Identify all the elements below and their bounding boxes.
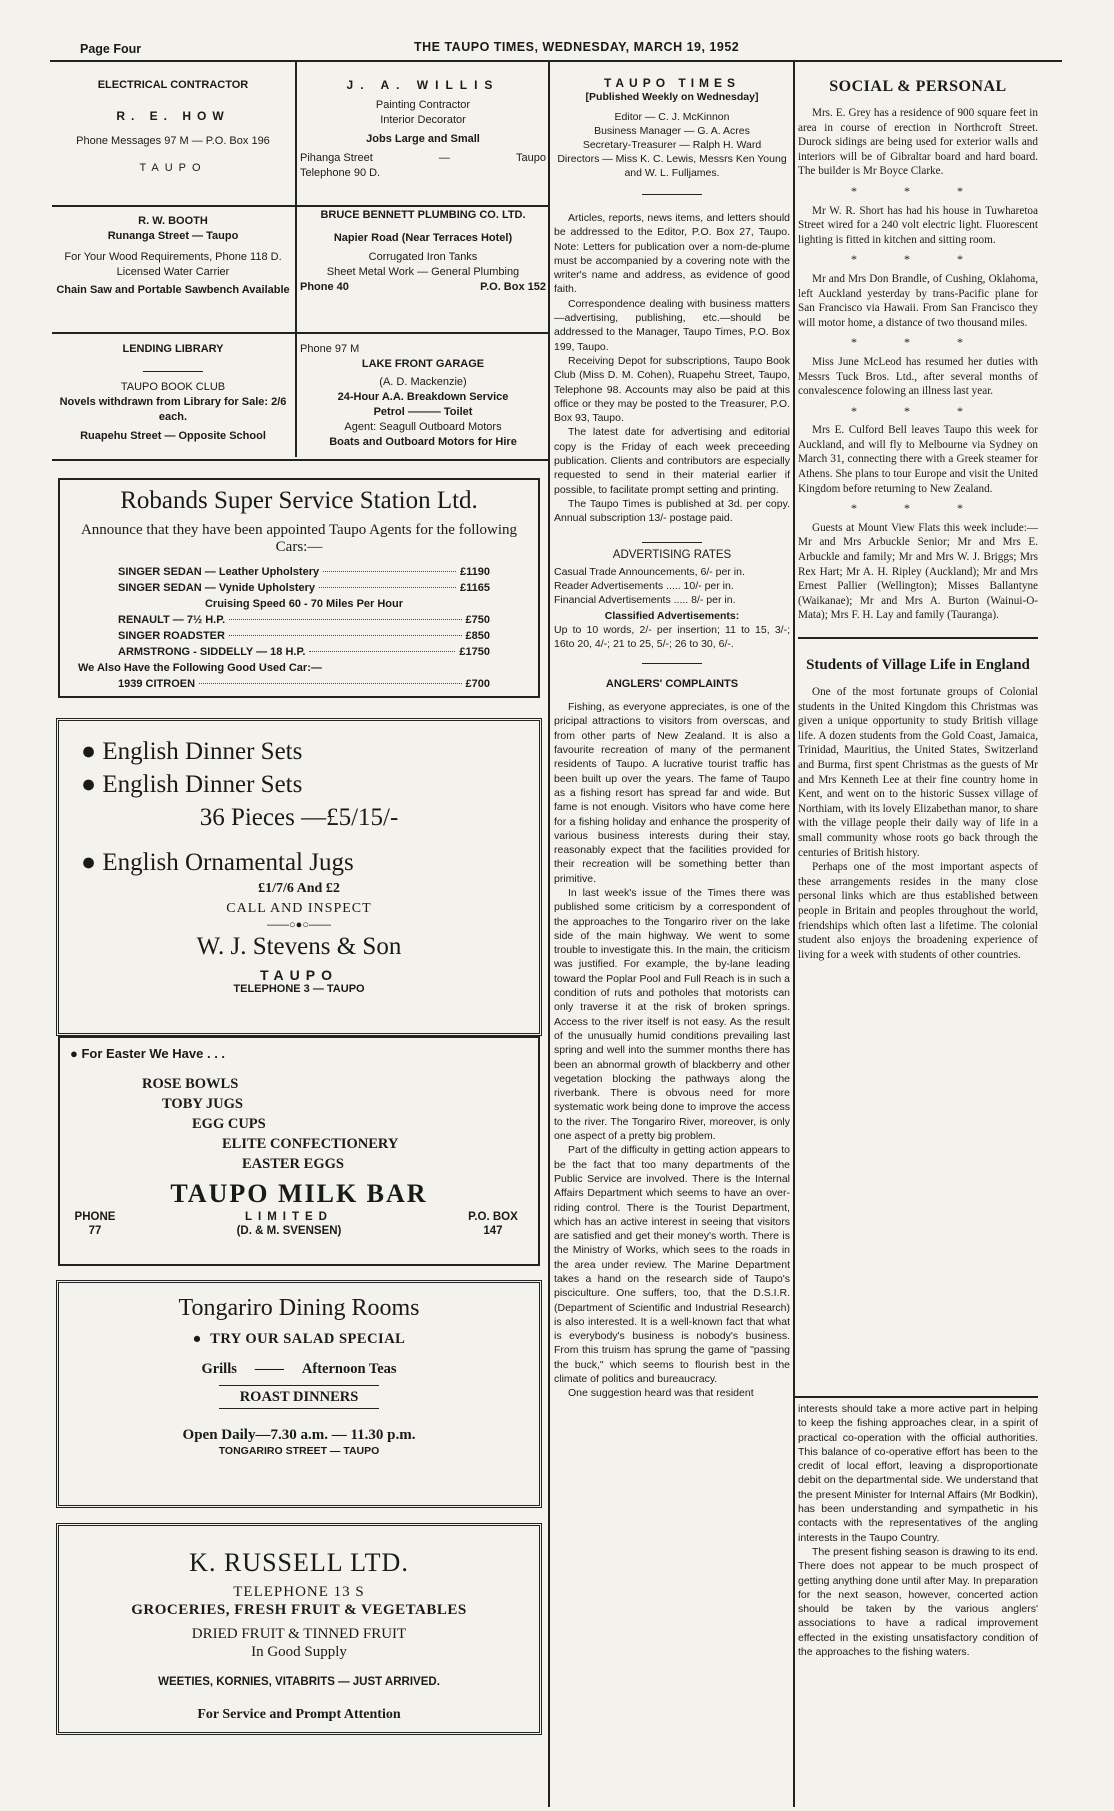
masthead-title: TAUPO TIMES: [603, 76, 741, 90]
social-title: SOCIAL & PERSONAL: [829, 78, 1007, 95]
milkbar-item: TOBY JUGS: [162, 1096, 243, 1112]
paragraph: Mrs. E. Grey has a residence of 900 square feet in area in course of erection in Northcroft Street. Durock sidings are being used for exterior walls and interiors will be of Gibraltar board and hard board. The builder is Mr Boyce Clarke.: [798, 107, 1038, 178]
masthead-column: [554, 76, 790, 1401]
bullet-icon: [70, 1046, 78, 1061]
paragraph: interests should take a more active part in helping to keep the fishing approaches clear, in a spirit of practical co-operation with the official authorities. This balance of co-operative effort has been to the credit of local effort, leaving a disproportionate debit on the departmental side. We understand that the present Minister for Internal Affairs (Mr Bodkin), has been understanding and sympathetic in his contacts with the representatives of the angling interests in the Taupo Country.: [798, 1403, 1038, 1544]
ad-boats: Boats and Outboard Motors for Hire: [329, 436, 517, 448]
paragraph: One of the most fortunate groups of Colonial students in the United Kingdom this Christmas was given a unique opportunity to study British village life. A dozen students from the Gold Coast, Jamaica, Trinidad, Mauritius, the United States, Switzerland and Burma, first spent Christmas as the guests of Mr and Mrs Kenneth Lee at their fine country home in Kent, and went on to the historic Sussex village of Northiam, with its lovely Elizabethan manor, to share with the village people their daily way of life in a small community whose roots go back through the centuries of British history.: [798, 686, 1038, 859]
stevens-town: TAUPO: [260, 967, 338, 983]
anglers-continued: [798, 1402, 1038, 1659]
ad-stevens: [56, 718, 542, 1036]
salad-line: ● TRY OUR SALAD SPECIAL: [75, 1329, 523, 1349]
box-label: P.O. BOX: [468, 1211, 518, 1223]
ad-library: [52, 342, 294, 444]
ad-name: R. W. BOOTH: [138, 215, 208, 227]
bullet-icon: [81, 771, 96, 798]
tongariro-street: TONGARIRO STREET — TAUPO: [218, 1445, 380, 1457]
rate-line: Reader Advertisements ..... 10/- per in.: [554, 579, 734, 592]
roast-dinners: ROAST DINNERS: [239, 1389, 359, 1405]
ad-title: Robands Super Service Station Ltd.: [120, 487, 478, 514]
classified-rates: Up to 10 words, 2/- per insertion; 11 to 15, 3/-; 16to 20, 4/-; 21 to 25, 5/-; 26 to 30, 6/-.: [554, 623, 790, 650]
ad-phone: Telephone 90 D.: [300, 167, 381, 179]
divider: [642, 542, 702, 543]
stevens-item: ● English Dinner Sets: [81, 735, 517, 768]
masthead-editor: Editor — C. J. McKinnon: [614, 111, 730, 123]
ad-line: Chain Saw and Portable Sawbench Available: [56, 284, 290, 296]
car-row: SINGER ROADSTER £850: [118, 630, 490, 642]
classified-title: Classified Advertisements:: [604, 609, 740, 622]
divider: [642, 663, 702, 664]
stevens-pieces: 36 Pieces —£5/15/-: [199, 804, 399, 831]
paragraph: Guests at Mount View Flats this week include:—Mr and Mrs Arbuckle Senior; Mr and Mrs E. Arbuckle and family; Mr and Mrs W. J. Briggs; Mrs Rex Hart; Mr A. H. Ripley (Auckland); Mr and Mrs Ernest Pallier (Wellington); Misses Ballantyne (Waikanae); Mr and Mrs A. Burton (Wainui-O-Mata); Mrs F. H. Lay and family (Tauranga).: [798, 521, 1038, 622]
ad-electrical-contractor: [52, 78, 294, 176]
ad-line: Interior Decorator: [380, 114, 466, 126]
ad-plumbing: [300, 208, 546, 295]
ad-club: TAUPO BOOK CLUB: [120, 381, 226, 393]
social-column: [798, 76, 1038, 962]
ad-milkbar: [58, 1036, 540, 1266]
phone-label: PHONE: [74, 1211, 116, 1223]
ad-petrol: Petrol: [373, 406, 405, 418]
russell-name: K. RUSSELL LTD.: [189, 1548, 409, 1577]
rate-line: Casual Trade Announcements, 6/- per in.: [554, 565, 745, 578]
ad-line: Sheet Metal Work — General Plumbing: [326, 266, 520, 278]
ad-phone: Phone Messages 97 M — P.O. Box 196: [76, 135, 270, 147]
car-row: SINGER SEDAN — Leather Upholstery £1190: [118, 566, 490, 578]
stevens-item: ● English Dinner Sets: [81, 768, 517, 801]
ad-rule: [52, 332, 295, 334]
ad-line: Corrugated Iron Tanks: [368, 251, 478, 263]
paragraph: Mr W. R. Short has had his house in Tuwharetoa Street wired for a 240 volt electric light. Fluorescent lighting is fitted in kitchen and sitting room.: [798, 204, 1038, 246]
stevens-item: ● English Ornamental Jugs: [81, 846, 517, 879]
ad-booth: [52, 214, 294, 298]
ad-box: P.O. Box 152: [480, 281, 546, 293]
paragraph: The Taupo Times is published at 3d. per copy. Annual subscription 13/- postage paid.: [554, 497, 790, 525]
ad-street: Runanga Street — Taupo: [107, 230, 239, 242]
masthead-manager: Business Manager — G. A. Acres: [594, 125, 750, 137]
afternoon-teas: Afternoon Teas: [301, 1361, 397, 1377]
paragraph: The present fishing season is drawing to its end. There does not appear to be much prospect of getting anything done until after May. In preparation for the next season, however, concerted action should be taken by the various anglers' associations to have a radical improvement effected in the existing unsatisfactory condition of the approaches to the fishing waters.: [798, 1545, 1038, 1659]
paragraph: Correspondence dealing with business matters—advertising, publishing, etc.—should be addressed to the Manager, Taupo Times, P.O. Box 199, Taupo.: [554, 297, 790, 353]
star-separator: * * *: [851, 183, 985, 198]
open-hours: Open Daily—7.30 a.m. — 11.30 p.m.: [182, 1427, 416, 1443]
grills: Grills: [201, 1361, 237, 1377]
ad-toilet: Toilet: [443, 406, 473, 418]
ad-name: LAKE FRONT GARAGE: [361, 358, 485, 370]
russell-phone: TELEPHONE 13 S: [233, 1584, 365, 1600]
ad-heading: LENDING LIBRARY: [122, 343, 224, 355]
ad-robands: [58, 478, 540, 698]
ad-rule: [52, 205, 295, 207]
milkbar-item: EASTER EGGS: [242, 1156, 344, 1172]
ad-willis: [300, 78, 546, 181]
russell-dried: DRIED FRUIT & TINNED FRUIT: [191, 1626, 407, 1642]
ad-phone: Phone 97 M: [300, 343, 360, 355]
ad-address-dash: —: [438, 152, 450, 164]
ad-name: J. A. WILLIS: [346, 78, 500, 92]
ad-tongariro: [56, 1280, 542, 1508]
dash: ——: [254, 1361, 284, 1377]
star-separator: * * *: [851, 335, 985, 350]
header-rule: [50, 60, 1062, 62]
car-row: SINGER SEDAN — Vynide Upholstery £1165: [118, 582, 490, 594]
tongariro-name: Tongariro Dining Rooms: [178, 1295, 420, 1321]
section-rule: [798, 637, 1038, 639]
ad-announce: Announce that they have been appointed Taupo Agents for the following Cars:—: [80, 522, 518, 555]
bullet-icon: [81, 849, 96, 876]
russell-service: For Service and Prompt Attention: [197, 1707, 401, 1722]
ad-rule: [52, 459, 548, 461]
paragraph: Mr and Mrs Don Brandle, of Cushing, Oklahoma, left Auckland yesterday by trans-Pacific plane for San Francisco via Hawaii. From San Francisco they will motor home, a distance of two thousand miles.: [798, 272, 1038, 329]
ad-rule: [297, 332, 548, 334]
stevens-phone: TELEPHONE 3 — TAUPO: [233, 983, 365, 995]
ad-address: Pihanga Street: [300, 152, 373, 164]
paragraph: In last week's issue of the Times there was published some criticism by a correspondent of the approaches to the Tongariro river on the lake side of the main highway. We went to some trouble to investigate this. In the main, the criticism was justified. For example, the by-lane leading toward the Poplar Pool and Full Reach is in such a condition of ruts and potholes that motorists can only traverse it at the risk of broken springs. Access to the river itself is not easy. As the result of the unusually humid conditions prevailing last spring and well into the summer months there has been an abnormal growth of blackberry and other vegetation blocking the pathways along the riverbank. There is obvous need for more systematic work being done to improve the access to the river. The Tongariro River, moreover, is only one aspect of a pretty big problem.: [554, 886, 790, 1143]
ad-address-town: Taupo: [516, 152, 546, 164]
ad-line: Painting Contractor: [375, 99, 471, 111]
masthead-secretary: Secretary-Treasurer — Ralph H. Ward: [582, 139, 762, 151]
star-separator: * * *: [851, 252, 985, 267]
ad-service: 24-Hour A.A. Breakdown Service: [337, 391, 509, 403]
ad-line: For Your Wood Requirements, Phone 118 D. Licensed Water Carrier: [64, 251, 282, 278]
paragraph: Receiving Depot for subscriptions, Taupo Book Club (Miss D. M. Cohen), Ruapehu Street, Taupo, Telephone 98. Accounts may also be paid at this office or they may be posted to the Treasurer, P.O. Box 93, Taupo.: [554, 354, 790, 425]
paragraph: Part of the difficulty in getting action appears to be the fact that too many departments of the Public Service are involved. There is the Internal Affairs Department which seems to have an over-riding control. There is the Tourist Department, which has an active interest in seeing that visitors are satisfied and get their money's worth. There is the Ministry of Works, which sees to the roads in the area under review. The Marine Department takes a hand on the research side of Taupo's pisciculture. One suffers, too, that the D.S.I.R. (Department of Scientific and Industrial Research) is also interested. It is a well-known fact that what is everybody's business is nobody's business. From this truism has sprung the game of "passing the buck," which seems to flourish best in the climate of politics and bureaucracy.: [554, 1144, 790, 1386]
russell-supply: In Good Supply: [251, 1644, 347, 1660]
ad-name: BRUCE BENNETT PLUMBING CO. LTD.: [320, 209, 526, 221]
ad-heading: ELECTRICAL CONTRACTOR: [97, 79, 249, 91]
section-rule: [795, 1396, 1038, 1398]
page-number: Page Four: [80, 42, 142, 56]
star-separator: * * *: [851, 403, 985, 418]
cruising-speed: Cruising Speed 60 - 70 Miles Per Hour: [204, 598, 404, 610]
used-car-title: We Also Have the Following Good Used Car:—: [78, 662, 322, 674]
divider: [642, 194, 702, 195]
column-rule: [548, 62, 550, 1807]
ad-address: Napier Road (Near Terraces Hotel): [333, 232, 513, 244]
page-header: [50, 38, 780, 60]
phone-number: 77: [88, 1225, 102, 1237]
car-row: 1939 CITROEN £700: [118, 678, 490, 690]
paragraph: Miss June McLeod has resumed her duties with Messrs Tuck Bros. Ltd., after several months of convalescence folowing an illness last year.: [798, 355, 1038, 398]
ad-russell: [56, 1523, 542, 1735]
column-rule: [793, 62, 795, 1807]
ad-line: Jobs Large and Small: [366, 133, 480, 145]
ad-garage: Phone 97 M LAKE FRONT GARAGE (A. D. Mackenzie) 24-Hour A.A. Breakdown Service Petrol ——— Toilet Agent: Seagull Outboard Motors Boats and Outboard Motors for Hire: [300, 342, 546, 450]
milkbar-item: EGG CUPS: [192, 1116, 266, 1132]
milkbar-name: TAUPO MILK BAR: [170, 1179, 428, 1208]
ad-town: TAUPO: [139, 162, 207, 174]
russell-groceries: GROCERIES, FRESH FRUIT & VEGETABLES: [131, 1602, 467, 1618]
students-title: Students of Village Life in England: [806, 657, 1030, 673]
ad-agent: Agent: Seagull Outboard Motors: [344, 421, 502, 433]
masthead-directors: Directors — Miss K. C. Lewis, Messrs Ken Young and W. L. Fulljames.: [557, 153, 787, 179]
car-row: RENAULT — 7½ H.P. £750: [118, 614, 490, 626]
easter-heading: ● For Easter We Have . . .: [70, 1044, 528, 1064]
star-separator: * * *: [851, 501, 985, 516]
ad-rule: [297, 205, 548, 207]
paragraph: Fishing, as everyone appreciates, is one of the pricipal attractions to visitors from overscas, and from other parts of New Zealand. It is also a favourite recreation of many of the permanent residents of Taupo. A lucrative tourist traffic has been built up over the years. The fame of Taupo as a fishing resort has spread far and wide. But fame is not enough. Visitors who have come here for a fishing holiday and enhance the prosperity of various business interests during their stay, reasonably expect that the facilities provided for their recreation will be something better than primitive.: [554, 701, 790, 885]
rule: [219, 1408, 379, 1409]
stevens-name: W. J. Stevens & Son: [196, 933, 402, 960]
stevens-prices: £1/7/6 And £2: [258, 881, 340, 896]
milkbar-owners: (D. & M. SVENSEN): [236, 1225, 342, 1237]
masthead-sub: [Published Weekly on Wednesday]: [585, 91, 759, 103]
milkbar-limited: LIMITED: [244, 1211, 333, 1223]
paragraph: Articles, reports, news items, and letters should be addressed to the Editor, P.O. Box 27, Taupo. Note: Letters for publication over a nom-de-plume must be accompanied by a covering note with the writer's name and address, as evidence of good faith.: [554, 212, 790, 296]
milkbar-item: ELITE CONFECTIONERY: [222, 1136, 399, 1152]
paragraph: Mrs E. Culford Bell leaves Taupo this week for Auckland, and will fly to Melbourne via Sydney on March 31, connecting there with a Greek steamer for Athens. She plans to tour Europe and visit the United Kingdom before returning to New Zealand.: [798, 424, 1038, 495]
anglers-title: ANGLERS' COMPLAINTS: [605, 678, 739, 691]
bullet-icon: [193, 1331, 202, 1347]
paragraph: One suggestion heard was that resident: [568, 1387, 754, 1400]
rate-line: Financial Advertisements ..... 8/- per in.: [554, 593, 736, 606]
russell-weeties: WEETIES, KORNIES, VITABRITS — JUST ARRIVED.: [158, 1676, 440, 1688]
paragraph: Perhaps one of the most important aspects of these arrangements resides in the many close personal links which are thus established between people in Britain and peoples throughout the world, friendships which often last a lifetime. The colonial student also enjoys the broadening experience of living for a week with students of other countries.: [798, 861, 1038, 961]
milkbar-item: ROSE BOWLS: [142, 1076, 239, 1092]
ad-line: Ruapehu Street — Opposite School: [80, 430, 266, 442]
ad-divider: [143, 371, 203, 372]
ornament-icon: ——○●○——: [267, 919, 331, 931]
ad-phone: Phone 40: [300, 281, 349, 293]
paragraph: The latest date for advertising and editorial copy is the Friday of each week preceeding publication. Clients and contributors are especially requested to send in their material earlier if possible, to facilitate prompt setting and printing.: [554, 426, 790, 496]
rates-title: ADVERTISING RATES: [612, 548, 732, 561]
box-number: 147: [483, 1225, 503, 1237]
newspaper-masthead-line: THE TAUPO TIMES, WEDNESDAY, MARCH 19, 1952: [414, 40, 740, 54]
ad-name: R. E. HOW: [116, 109, 230, 123]
ad-owner: (A. D. Mackenzie): [379, 376, 467, 388]
stevens-call: CALL AND INSPECT: [226, 901, 372, 916]
car-row: ARMSTRONG - SIDDELLY — 18 H.P. £1750: [118, 646, 490, 658]
bullet-icon: [81, 738, 96, 765]
column-rule: [295, 62, 297, 457]
ad-line: Novels withdrawn from Library for Sale: 2/6 each.: [59, 396, 287, 423]
